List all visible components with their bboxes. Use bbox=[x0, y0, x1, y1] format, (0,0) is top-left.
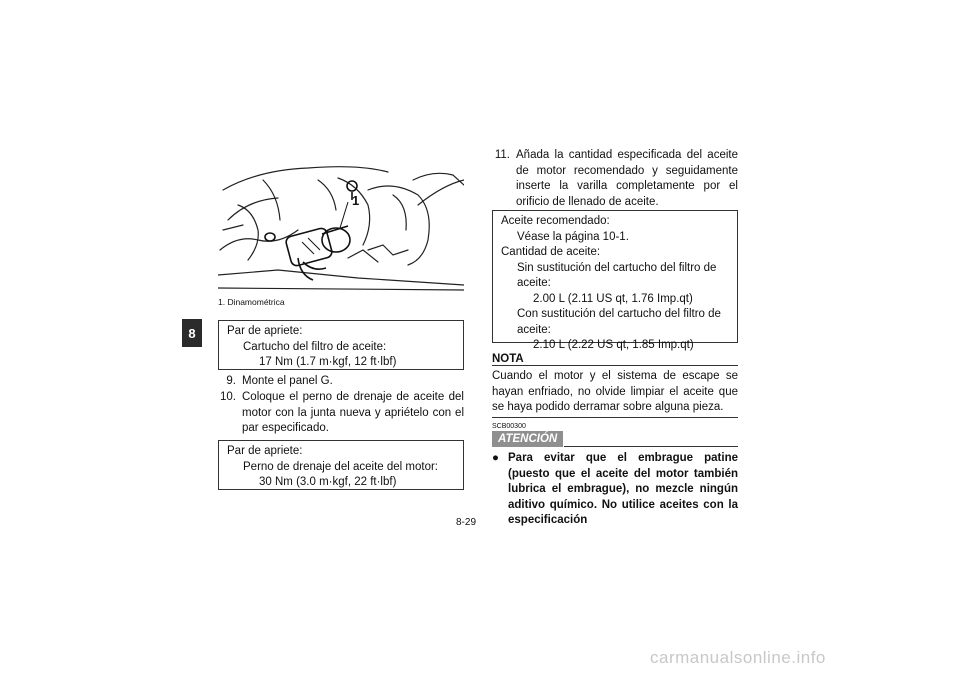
watermark: carmanualsonline.info bbox=[650, 648, 826, 667]
step-text: Coloque el perno de drenaje de aceite del motor con la junta nueva y apriételo con el par especificado. bbox=[242, 391, 464, 434]
figure-caption: 1. Dinamométrica bbox=[218, 297, 285, 307]
note-end-rule bbox=[492, 417, 738, 418]
oil-without-filter-value: 2.00 L (2.11 US qt, 1.76 Imp.qt) bbox=[533, 292, 693, 305]
step-9 bbox=[218, 374, 464, 390]
step-number: 10. bbox=[220, 391, 236, 403]
note-header bbox=[492, 353, 738, 369]
torque-item: Perno de drenaje del aceite del motor: bbox=[243, 460, 438, 473]
step-10 bbox=[218, 390, 464, 437]
torque-wrench-illustration bbox=[218, 150, 464, 293]
caution-text: Para evitar que el embrague patine (puesto que el aceite del motor también lubrica el embrague), no mezcle ningún aditivo químico. No utilice aceites con la especificación bbox=[508, 452, 738, 526]
engine-drawing bbox=[218, 150, 464, 293]
caution-header bbox=[492, 431, 738, 449]
torque-spec-box-filter bbox=[218, 320, 464, 370]
oil-with-filter: Con sustitución del cartucho del filtro de aceite: bbox=[517, 308, 721, 336]
step-text: Monte el panel G. bbox=[242, 375, 333, 387]
note-text: Cuando el motor y el sistema de escape se hayan enfriado, no olvide limpiar el aceite que se haya podido derramar sobre alguna pieza. bbox=[492, 370, 738, 413]
torque-spec-box-drain-bolt bbox=[218, 440, 464, 490]
page-number: 8-29 bbox=[456, 517, 477, 528]
step-text: Añada la cantidad especificada del aceite de motor recomendado y seguidamente inserte la varilla completamente por el orificio de llenado de aceite. bbox=[516, 149, 738, 208]
step-number: 9. bbox=[226, 375, 236, 387]
oil-quantity-heading: Cantidad de aceite: bbox=[501, 246, 601, 258]
torque-value: 30 Nm (3.0 m·kgf, 22 ft·lbf) bbox=[259, 476, 397, 488]
bullet-icon: ● bbox=[492, 452, 499, 464]
torque-item: Cartucho del filtro de aceite: bbox=[243, 340, 387, 353]
oil-heading: Aceite recomendado: bbox=[501, 215, 610, 227]
torque-value: 17 Nm (1.7 m·kgf, 12 ft·lbf) bbox=[259, 356, 397, 368]
chapter-tab: 8 bbox=[182, 319, 202, 347]
note-heading: NOTA bbox=[492, 353, 528, 365]
figure-callout: 1 bbox=[352, 193, 360, 208]
oil-reference: Véase la página 10-1. bbox=[517, 230, 629, 243]
caution-label: ATENCIÓN bbox=[492, 431, 563, 447]
caution-code: SCB00300 bbox=[492, 423, 526, 430]
note-rule bbox=[492, 365, 738, 366]
torque-heading: Par de apriete: bbox=[227, 445, 303, 457]
step-11 bbox=[492, 148, 738, 210]
caution-rule bbox=[564, 446, 738, 447]
oil-with-filter-value: 2.10 L (2.22 US qt, 1.85 Imp.qt) bbox=[533, 339, 694, 351]
torque-heading: Par de apriete: bbox=[227, 325, 303, 337]
oil-spec-box bbox=[492, 210, 738, 351]
caution-item bbox=[492, 451, 738, 529]
oil-without-filter: Sin sustitución del cartucho del filtro de aceite: bbox=[517, 261, 717, 289]
step-number: 11. bbox=[494, 149, 510, 161]
